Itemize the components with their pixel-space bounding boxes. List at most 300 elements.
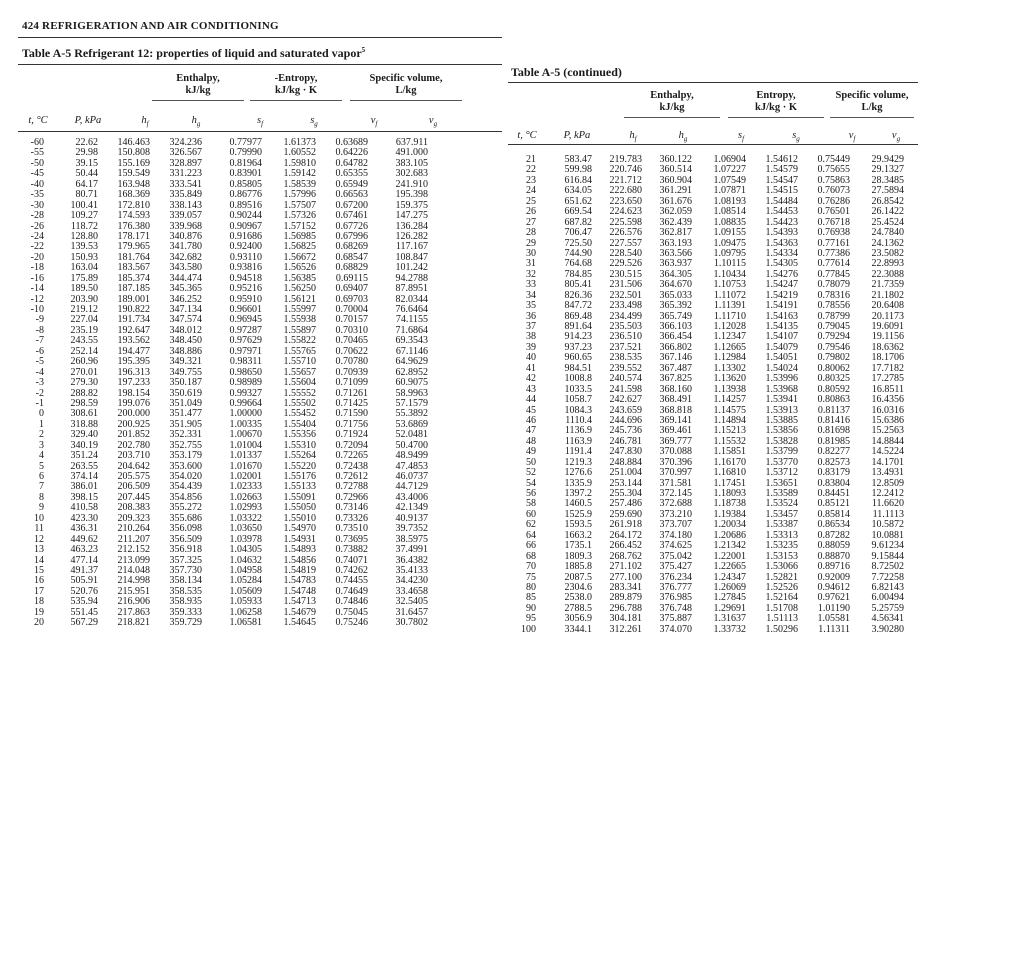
cell-hg: 368.160 xyxy=(659,383,692,395)
cell-vg: 24.1362 xyxy=(871,237,904,249)
cell-vg: 46.0737 xyxy=(395,471,428,482)
cell-hf: 246.781 xyxy=(609,435,642,447)
cell-hf: 239.552 xyxy=(609,362,642,374)
cell-vf: 0.72438 xyxy=(335,460,368,472)
cell-hf: 163.948 xyxy=(117,178,150,190)
cell-hg: 333.541 xyxy=(169,178,202,190)
cell-sg: 1.54579 xyxy=(765,164,798,176)
cell-hf: 215.951 xyxy=(117,585,150,597)
cell-sg: 1.55822 xyxy=(283,335,316,347)
cell-sf: 1.09475 xyxy=(713,237,746,249)
col-header-hf xyxy=(120,115,170,128)
cell-vg: 22.3088 xyxy=(871,268,904,280)
cell-t: 34 xyxy=(526,289,536,301)
cell-hg: 374.070 xyxy=(659,623,692,635)
cell-hg: 359.729 xyxy=(169,617,202,629)
cell-vg: 23.5082 xyxy=(871,247,904,259)
cell-t: 80 xyxy=(526,581,536,593)
cell-hf: 193.562 xyxy=(117,335,150,347)
cell-sf: 1.11710 xyxy=(713,310,746,322)
col-header-hf-right xyxy=(608,130,658,143)
cell-vg: 6.82143 xyxy=(871,581,904,593)
table-row xyxy=(508,395,918,405)
col-header-hg-right xyxy=(658,130,708,143)
cell-sg: 1.55657 xyxy=(283,366,316,378)
cell-vf: 0.94612 xyxy=(817,581,850,593)
cell-sf: 0.95910 xyxy=(229,293,262,305)
cell-vf: 0.83179 xyxy=(817,467,850,479)
cell-hf: 268.762 xyxy=(609,550,642,562)
cell-sf: 1.22665 xyxy=(713,561,746,573)
cell-sf: 1.12665 xyxy=(713,341,746,353)
hg-symbol: h xyxy=(191,115,197,126)
cell-p: 2538.0 xyxy=(564,592,592,604)
cell-p: 937.23 xyxy=(564,341,592,353)
cell-sg: 1.53913 xyxy=(765,404,798,416)
cell-sf: 1.06258 xyxy=(229,606,262,618)
entropy-group-header xyxy=(246,73,346,97)
sf-symbol: s xyxy=(256,115,262,126)
cell-vg: 42.1349 xyxy=(395,502,428,514)
cell-hf: 255.304 xyxy=(609,488,642,499)
cell-sf: 1.33732 xyxy=(713,623,746,635)
cell-vg: 22.8993 xyxy=(871,258,904,270)
cell-sg: 1.53524 xyxy=(765,498,798,510)
cell-sf: 1.19384 xyxy=(713,508,746,520)
cell-hg: 374.625 xyxy=(659,540,692,552)
cell-sf: 1.12028 xyxy=(713,321,746,332)
specvol-group-header xyxy=(346,73,466,97)
cell-p: 175.89 xyxy=(70,272,98,284)
cell-vg: 32.5405 xyxy=(395,596,428,608)
cell-p: 891.64 xyxy=(564,321,592,332)
cell-t: 32 xyxy=(526,268,536,280)
cell-sg: 1.55710 xyxy=(283,356,316,368)
cell-hg: 369.141 xyxy=(659,414,692,426)
cell-hg: 338.143 xyxy=(169,199,202,211)
cell-hg: 370.088 xyxy=(659,446,692,458)
cell-hf: 264.172 xyxy=(609,529,642,541)
cell-vf: 0.67461 xyxy=(335,210,368,222)
cell-sf: 0.98311 xyxy=(229,356,262,368)
cell-p: 410.58 xyxy=(70,502,98,514)
cell-p: 687.82 xyxy=(564,216,592,228)
cell-p: 279.30 xyxy=(70,377,98,389)
cell-sf: 1.01004 xyxy=(229,439,262,451)
cell-p: 3344.1 xyxy=(564,623,592,635)
cell-sg: 1.54024 xyxy=(765,362,798,374)
cell-p: 1335.9 xyxy=(564,477,592,489)
hf-sub: f xyxy=(146,120,149,129)
cell-hg: 344.474 xyxy=(169,272,202,284)
cell-vg: 21.1802 xyxy=(871,289,904,301)
cell-sg: 1.56250 xyxy=(283,283,316,295)
cell-sg: 1.54247 xyxy=(765,279,798,291)
cell-hf: 185.374 xyxy=(117,272,150,284)
col-header-t: t, °C xyxy=(28,115,48,126)
cell-t: 44 xyxy=(526,394,536,406)
cell-p: 1663.2 xyxy=(564,529,592,541)
cell-sf: 1.03322 xyxy=(229,512,262,524)
cell-p: 39.15 xyxy=(75,157,98,169)
cell-vg: 159.375 xyxy=(395,199,428,211)
cell-hg: 369.461 xyxy=(659,425,692,437)
cell-p: 2304.6 xyxy=(564,581,592,593)
cell-p: 329.40 xyxy=(70,429,98,441)
cell-sf: 0.89516 xyxy=(229,199,262,211)
cell-hf: 159.549 xyxy=(117,168,150,180)
cell-vg: 10.5872 xyxy=(871,519,904,531)
cell-sf: 0.96945 xyxy=(229,314,262,326)
enthalpy-unit: kJ/kg xyxy=(185,85,211,96)
cell-sg: 1.55997 xyxy=(283,304,316,315)
cell-vg: 71.6864 xyxy=(395,324,428,336)
sf-sub: f xyxy=(261,120,264,129)
cell-p: 298.59 xyxy=(70,397,98,409)
cell-vf: 0.71425 xyxy=(335,397,368,409)
cell-vf: 0.76938 xyxy=(817,227,850,239)
cell-t: -9 xyxy=(35,314,44,326)
cell-t: 25 xyxy=(526,195,536,207)
cell-sf: 1.27845 xyxy=(713,592,746,604)
cell-sf: 0.90967 xyxy=(229,220,262,232)
cell-sf: 0.86776 xyxy=(229,189,262,201)
cell-hg: 348.450 xyxy=(169,335,202,347)
cell-t: 58 xyxy=(526,498,536,510)
cell-vf: 0.65949 xyxy=(335,178,368,190)
cell-vf: 0.79802 xyxy=(817,352,850,364)
cell-vf: 0.88870 xyxy=(817,550,850,562)
cell-p: 706.47 xyxy=(564,227,592,239)
cell-t: 36 xyxy=(526,310,536,322)
cell-hg: 343.580 xyxy=(169,262,202,274)
cell-sf: 1.00000 xyxy=(229,408,262,420)
cell-vg: 9.15844 xyxy=(871,550,904,562)
cell-vf: 0.85814 xyxy=(817,508,850,520)
header-top-rule xyxy=(18,64,502,65)
cell-t: 5 xyxy=(39,460,44,472)
cell-vf: 0.77161 xyxy=(817,237,850,249)
cell-vg: 7.72258 xyxy=(871,571,904,583)
table-row xyxy=(18,378,502,388)
cell-vg: 491.000 xyxy=(395,147,428,159)
cell-t: 0 xyxy=(39,408,44,420)
cell-hg: 361.676 xyxy=(659,195,692,207)
cell-hf: 261.918 xyxy=(609,519,642,531)
cell-sg: 1.54970 xyxy=(283,523,316,535)
col-header-t-right: t, °C xyxy=(517,130,537,141)
cell-p: 1058.7 xyxy=(564,394,592,406)
cell-t: -24 xyxy=(30,230,44,242)
table-row xyxy=(18,545,502,555)
cell-sg: 1.54334 xyxy=(765,247,798,259)
cell-p: 351.24 xyxy=(70,450,98,462)
cell-vf: 0.76718 xyxy=(817,216,850,228)
cell-sf: 0.83901 xyxy=(229,168,262,180)
cell-t: -22 xyxy=(30,241,44,253)
header-bottom-rule-right xyxy=(508,144,918,145)
table-row xyxy=(18,284,502,294)
cell-t: 11 xyxy=(34,523,44,535)
cell-sf: 1.17451 xyxy=(713,477,746,489)
cell-vf: 0.80863 xyxy=(817,394,850,406)
vf-sub: f xyxy=(375,120,378,129)
cell-p: 1885.8 xyxy=(564,561,592,573)
cell-vf: 0.72788 xyxy=(335,481,368,493)
cell-hf: 259.690 xyxy=(609,508,642,520)
cell-t: 47 xyxy=(526,425,536,437)
cell-vg: 302.683 xyxy=(395,168,428,180)
cell-t: 22 xyxy=(526,164,536,176)
cell-vf: 0.70939 xyxy=(335,366,368,378)
cell-sf: 1.31637 xyxy=(713,613,746,625)
cell-t: 66 xyxy=(526,540,536,552)
cell-vf: 0.71261 xyxy=(335,387,368,399)
vg-sub: g xyxy=(433,120,438,129)
cell-t: -30 xyxy=(30,199,44,211)
cell-t: -45 xyxy=(30,168,44,180)
cell-t: 85 xyxy=(526,592,536,604)
cell-hf: 238.535 xyxy=(609,352,642,364)
cell-p: 3056.9 xyxy=(564,613,592,625)
cell-vf: 0.72612 xyxy=(335,471,368,482)
cell-vg: 4.56341 xyxy=(871,613,904,625)
cell-p: 583.47 xyxy=(564,154,592,165)
cell-t: 70 xyxy=(526,561,536,573)
cell-hf: 191.734 xyxy=(117,314,150,326)
entropy-unit-right: kJ/kg · K xyxy=(754,102,797,113)
cell-vf: 0.70622 xyxy=(335,345,368,357)
cell-sf: 0.92400 xyxy=(229,241,262,253)
cell-hf: 189.001 xyxy=(117,293,150,305)
cell-sf: 0.98650 xyxy=(229,366,262,378)
hg-symbol-right: h xyxy=(678,130,684,141)
cell-hg: 335.849 xyxy=(169,189,202,201)
cell-sf: 1.07549 xyxy=(713,174,746,186)
cell-t: -1 xyxy=(35,397,44,409)
cell-hf: 296.788 xyxy=(609,602,642,614)
cell-vg: 25.4524 xyxy=(871,216,904,228)
cell-vg: 11.6620 xyxy=(871,498,904,510)
cell-sg: 1.55220 xyxy=(283,460,316,472)
cell-t: 39 xyxy=(526,341,536,353)
cell-hg: 340.876 xyxy=(169,230,202,242)
cell-vf: 0.82573 xyxy=(817,456,850,468)
cell-vf: 0.67726 xyxy=(335,220,368,232)
cell-hf: 248.884 xyxy=(609,456,642,468)
cell-t: 35 xyxy=(526,300,536,312)
right-table-body xyxy=(508,155,918,635)
enthalpy-underline xyxy=(152,100,244,101)
cell-t: 28 xyxy=(526,227,536,239)
cell-p: 616.84 xyxy=(564,174,592,186)
cell-vg: 16.4356 xyxy=(871,394,904,406)
cell-hg: 376.748 xyxy=(659,602,692,614)
cell-sf: 1.07227 xyxy=(713,164,746,176)
cell-hg: 339.968 xyxy=(169,220,202,232)
cell-vf: 0.81137 xyxy=(817,404,850,416)
cell-vf: 0.75655 xyxy=(817,164,850,176)
cell-hf: 236.510 xyxy=(609,331,642,343)
cell-vf: 0.67200 xyxy=(335,199,368,211)
cell-hf: 179.965 xyxy=(117,241,150,253)
cell-sg: 1.53066 xyxy=(765,561,798,573)
cell-vg: 11.1113 xyxy=(872,508,904,520)
cell-sg: 1.54713 xyxy=(283,596,316,608)
cell-sf: 1.04305 xyxy=(229,544,262,556)
cell-p: 22.62 xyxy=(75,137,98,148)
cell-sg: 1.56825 xyxy=(283,241,316,253)
cell-hg: 366.103 xyxy=(659,321,692,332)
cell-t: -50 xyxy=(30,157,44,169)
specvol-group-header-right xyxy=(826,90,918,114)
cell-sf: 1.10434 xyxy=(713,268,746,280)
cell-hg: 365.392 xyxy=(659,300,692,312)
col-header-p-right: P, kPa xyxy=(563,130,591,141)
cell-vg: 12.8509 xyxy=(871,477,904,489)
cell-sg: 1.53235 xyxy=(765,540,798,552)
cell-vg: 44.7129 xyxy=(395,481,428,493)
cell-sg: 1.54423 xyxy=(765,216,798,228)
cell-vg: 14.1701 xyxy=(871,456,904,468)
cell-sg: 1.55050 xyxy=(283,502,316,514)
cell-hg: 368.491 xyxy=(659,394,692,406)
cell-vg: 29.1327 xyxy=(871,164,904,176)
cell-vf: 0.75246 xyxy=(335,617,368,629)
cell-sg: 1.57152 xyxy=(283,220,316,232)
cell-vf: 1.11311 xyxy=(818,623,850,635)
col-header-sg-right xyxy=(770,130,822,143)
cell-vg: 26.1422 xyxy=(871,206,904,218)
cell-hg: 358.535 xyxy=(169,585,202,597)
cell-sg: 1.56385 xyxy=(283,272,316,284)
cell-t: -7 xyxy=(35,335,44,347)
table-row xyxy=(508,301,918,311)
col-header-p: P, kPa xyxy=(74,115,102,126)
cell-p: 340.19 xyxy=(70,439,98,451)
cell-vg: 147.275 xyxy=(395,210,428,222)
cell-sf: 1.15851 xyxy=(713,446,746,458)
cell-vg: 55.3892 xyxy=(395,408,428,420)
cell-hf: 216.906 xyxy=(117,596,150,608)
cell-sf: 0.93816 xyxy=(229,262,262,274)
table-row xyxy=(508,625,918,635)
table-row xyxy=(18,618,502,628)
cell-p: 270.01 xyxy=(70,366,98,378)
cell-sg: 1.54547 xyxy=(765,174,798,186)
cell-hg: 365.749 xyxy=(659,310,692,322)
cell-p: 386.01 xyxy=(70,481,98,493)
cell-hf: 199.076 xyxy=(117,397,150,409)
cell-hf: 304.181 xyxy=(609,613,642,625)
cell-sg: 1.53387 xyxy=(765,519,798,531)
cell-hg: 348.886 xyxy=(169,345,202,357)
cell-hg: 345.365 xyxy=(169,283,202,295)
cell-vg: 28.3485 xyxy=(871,174,904,186)
enthalpy-group-header-right xyxy=(620,90,724,114)
cell-sf: 0.97287 xyxy=(229,324,262,336)
cell-hg: 342.682 xyxy=(169,251,202,263)
cell-hf: 251.004 xyxy=(609,467,642,479)
cell-sg: 1.53712 xyxy=(765,467,798,479)
cell-hg: 349.755 xyxy=(169,366,202,378)
cell-p: 449.62 xyxy=(70,533,98,545)
cell-t: -20 xyxy=(30,251,44,263)
cell-vg: 383.105 xyxy=(395,157,428,169)
cell-vf: 0.80325 xyxy=(817,373,850,385)
specvol-unit-right: L/kg xyxy=(861,102,883,113)
cell-sf: 1.12347 xyxy=(713,331,746,343)
cell-p: 189.50 xyxy=(70,283,98,295)
cell-vf: 0.73510 xyxy=(335,523,368,535)
cell-sf: 1.14575 xyxy=(713,404,746,416)
header-bottom-rule xyxy=(18,131,502,132)
cell-sg: 1.54135 xyxy=(765,321,798,332)
cell-vg: 16.0316 xyxy=(871,404,904,416)
cell-hg: 339.057 xyxy=(169,210,202,222)
cell-t: 24 xyxy=(526,185,536,197)
cell-vf: 0.82277 xyxy=(817,446,850,458)
cell-p: 1110.4 xyxy=(565,414,592,426)
cell-t: -16 xyxy=(30,272,44,284)
cell-vf: 0.71099 xyxy=(335,377,368,389)
cell-hf: 271.102 xyxy=(609,561,642,573)
cell-sf: 1.02993 xyxy=(229,502,262,514)
cell-hf: 231.506 xyxy=(609,279,642,291)
cell-sg: 1.53828 xyxy=(765,435,798,447)
cell-hg: 370.396 xyxy=(659,456,692,468)
cell-sg: 1.53885 xyxy=(765,414,798,426)
cell-hf: 214.998 xyxy=(117,575,150,587)
cell-sf: 1.08514 xyxy=(713,206,746,218)
enthalpy-underline-right xyxy=(624,117,720,118)
cell-hf: 201.852 xyxy=(117,429,150,441)
specvol-underline-right xyxy=(830,117,914,118)
cell-hg: 346.252 xyxy=(169,293,202,305)
cell-hg: 366.454 xyxy=(659,331,692,343)
entropy-unit: kJ/kg · K xyxy=(274,85,317,96)
cell-t: 54 xyxy=(526,477,536,489)
cell-sg: 1.54484 xyxy=(765,195,798,207)
cell-hf: 208.383 xyxy=(117,502,150,514)
cell-p: 744.90 xyxy=(564,247,592,259)
cell-t: 50 xyxy=(526,456,536,468)
cell-vf: 0.78316 xyxy=(817,289,850,301)
cell-sg: 1.55897 xyxy=(283,324,316,336)
title-footnote: 5 xyxy=(361,46,366,54)
cell-vf: 0.87282 xyxy=(817,529,850,541)
cell-hf: 200.925 xyxy=(117,418,150,430)
cell-vf: 0.80062 xyxy=(817,362,850,374)
enthalpy-label-right: Enthalpy, xyxy=(650,90,694,101)
cell-p: 100.41 xyxy=(70,199,98,211)
cell-vf: 0.79546 xyxy=(817,341,850,353)
cell-vf: 0.69703 xyxy=(335,293,368,305)
cell-vf: 0.78799 xyxy=(817,310,850,322)
cell-p: 318.88 xyxy=(70,418,98,430)
hf-symbol: h xyxy=(141,115,147,126)
cell-hg: 324.236 xyxy=(169,137,202,148)
cell-sf: 1.20686 xyxy=(713,529,746,541)
cell-vg: 20.6408 xyxy=(871,300,904,312)
cell-sg: 1.52821 xyxy=(765,571,798,583)
cell-sg: 1.52164 xyxy=(765,592,798,604)
cell-t: 49 xyxy=(526,446,536,458)
cell-hg: 364.305 xyxy=(659,268,692,280)
cell-p: 374.14 xyxy=(70,471,98,482)
cell-hg: 354.020 xyxy=(169,471,202,482)
cell-sg: 1.55310 xyxy=(283,439,316,451)
